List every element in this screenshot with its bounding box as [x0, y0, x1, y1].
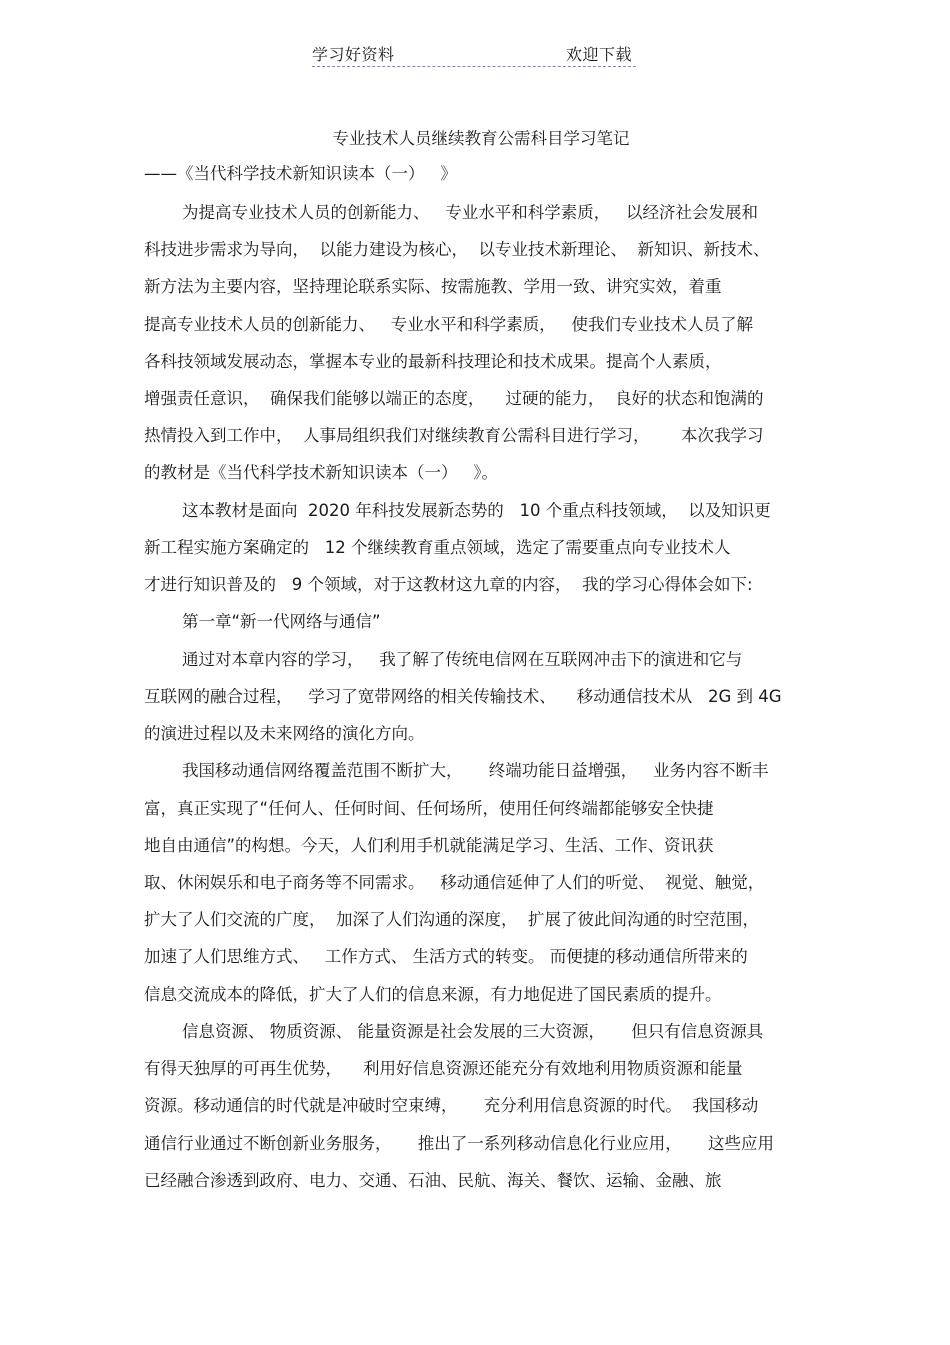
header-right-text: 欢迎下载	[565, 45, 632, 64]
body-line: 通信行业通过不断创新业务服务， 推出了一系列移动信息化行业应用， 这些应用	[144, 1134, 774, 1153]
header-left-text: 学习好资料	[312, 45, 395, 64]
body-line: 的教材是《当代科学技术新知识读本（一） 》。	[144, 463, 498, 482]
body-line: 新工程实施方案确定的 12 个继续教育重点领域，选定了需要重点向专业技术人	[144, 538, 731, 557]
body-line: 资源。移动通信的时代就是冲破时空束缚， 充分利用信息资源的时代。 我国移动	[144, 1096, 759, 1115]
body-line: 为提高专业技术人员的创新能力、 专业水平和科学素质， 以经济社会发展和	[182, 203, 758, 222]
body-line: 的演进过程以及未来网络的演化方向。	[144, 724, 425, 743]
body-line: 这本教材是面向 2020 年科技发展新态势的 10 个重点科技领域， 以及知识更	[182, 501, 771, 520]
chapter-heading: 第一章“新一代网络与通信”	[182, 612, 381, 631]
page-header	[312, 40, 636, 67]
body-line: 互联网的融合过程， 学习了宽带网络的相关传输技术、 移动通信技术从 2G 到 4G	[144, 687, 782, 706]
body-line: 才进行知识普及的 9 个领域，对于这教材这九章的内容， 我的学习心得体会如下:	[144, 575, 753, 594]
body-line: 热情投入到工作中， 人事局组织我们对继续教育公需科目进行学习， 本次我学习	[144, 426, 764, 445]
body-line: 地自由通信”的构想。今天，人们利用手机就能满足学习、生活、工作、资讯获	[144, 836, 714, 855]
body-line: 科技进步需求为导向， 以能力建设为核心， 以专业技术新理论、 新知识、新技术、	[144, 240, 770, 259]
body-line: 增强责任意识， 确保我们能够以端正的态度， 过硬的能力， 良好的状态和饱满的	[144, 389, 764, 408]
body-line: 富，真正实现了“任何人、任何时间、任何场所，使用任何终端都能够安全快捷	[144, 799, 714, 818]
body-line: 新方法为主要内容，坚持理论联系实际、按需施教、学用一致、讲究实效，着重	[144, 277, 722, 296]
body-line: 信息交流成本的降低，扩大了人们的信息来源，有力地促进了国民素质的提升。	[144, 985, 722, 1004]
body-line: 提高专业技术人员的创新能力、 专业水平和科学素质， 使我们专业技术人员了解	[144, 315, 753, 334]
body-line: 扩大了人们交流的广度， 加深了人们沟通的深度， 扩展了彼此间沟通的时空范围，	[144, 910, 759, 929]
body-line: 通过对本章内容的学习， 我了解了传统电信网在互联网冲击下的演进和它与	[182, 650, 743, 669]
document-title: 专业技术人员继续教育公需科目学习笔记	[332, 129, 630, 148]
body-line: 加速了人们思维方式、 工作方式、 生活方式的转变。 而便捷的移动通信所带来的	[144, 947, 748, 966]
body-line: 有得天独厚的可再生优势， 利用好信息资源还能充分有效地利用物质资源和能量	[144, 1059, 743, 1078]
document-subtitle: ——《当代科学技术新知识读本（一） 》	[144, 164, 457, 183]
body-line: 取、休闲娱乐和电子商务等不同需求。 移动通信延伸了人们的听觉、 视觉、触觉，	[144, 873, 765, 892]
body-line: 我国移动通信网络覆盖范围不断扩大， 终端功能日益增强， 业务内容不断丰	[182, 761, 769, 780]
body-line: 各科技领域发展动态，掌握本专业的最新科技理论和技术成果。提高个人素质，	[144, 352, 722, 371]
body-line: 信息资源、 物质资源、 能量资源是社会发展的三大资源， 但只有信息资源具	[182, 1022, 764, 1041]
body-line: 已经融合渗透到政府、电力、交通、石油、民航、海关、餐饮、运输、金融、旅	[144, 1171, 722, 1190]
